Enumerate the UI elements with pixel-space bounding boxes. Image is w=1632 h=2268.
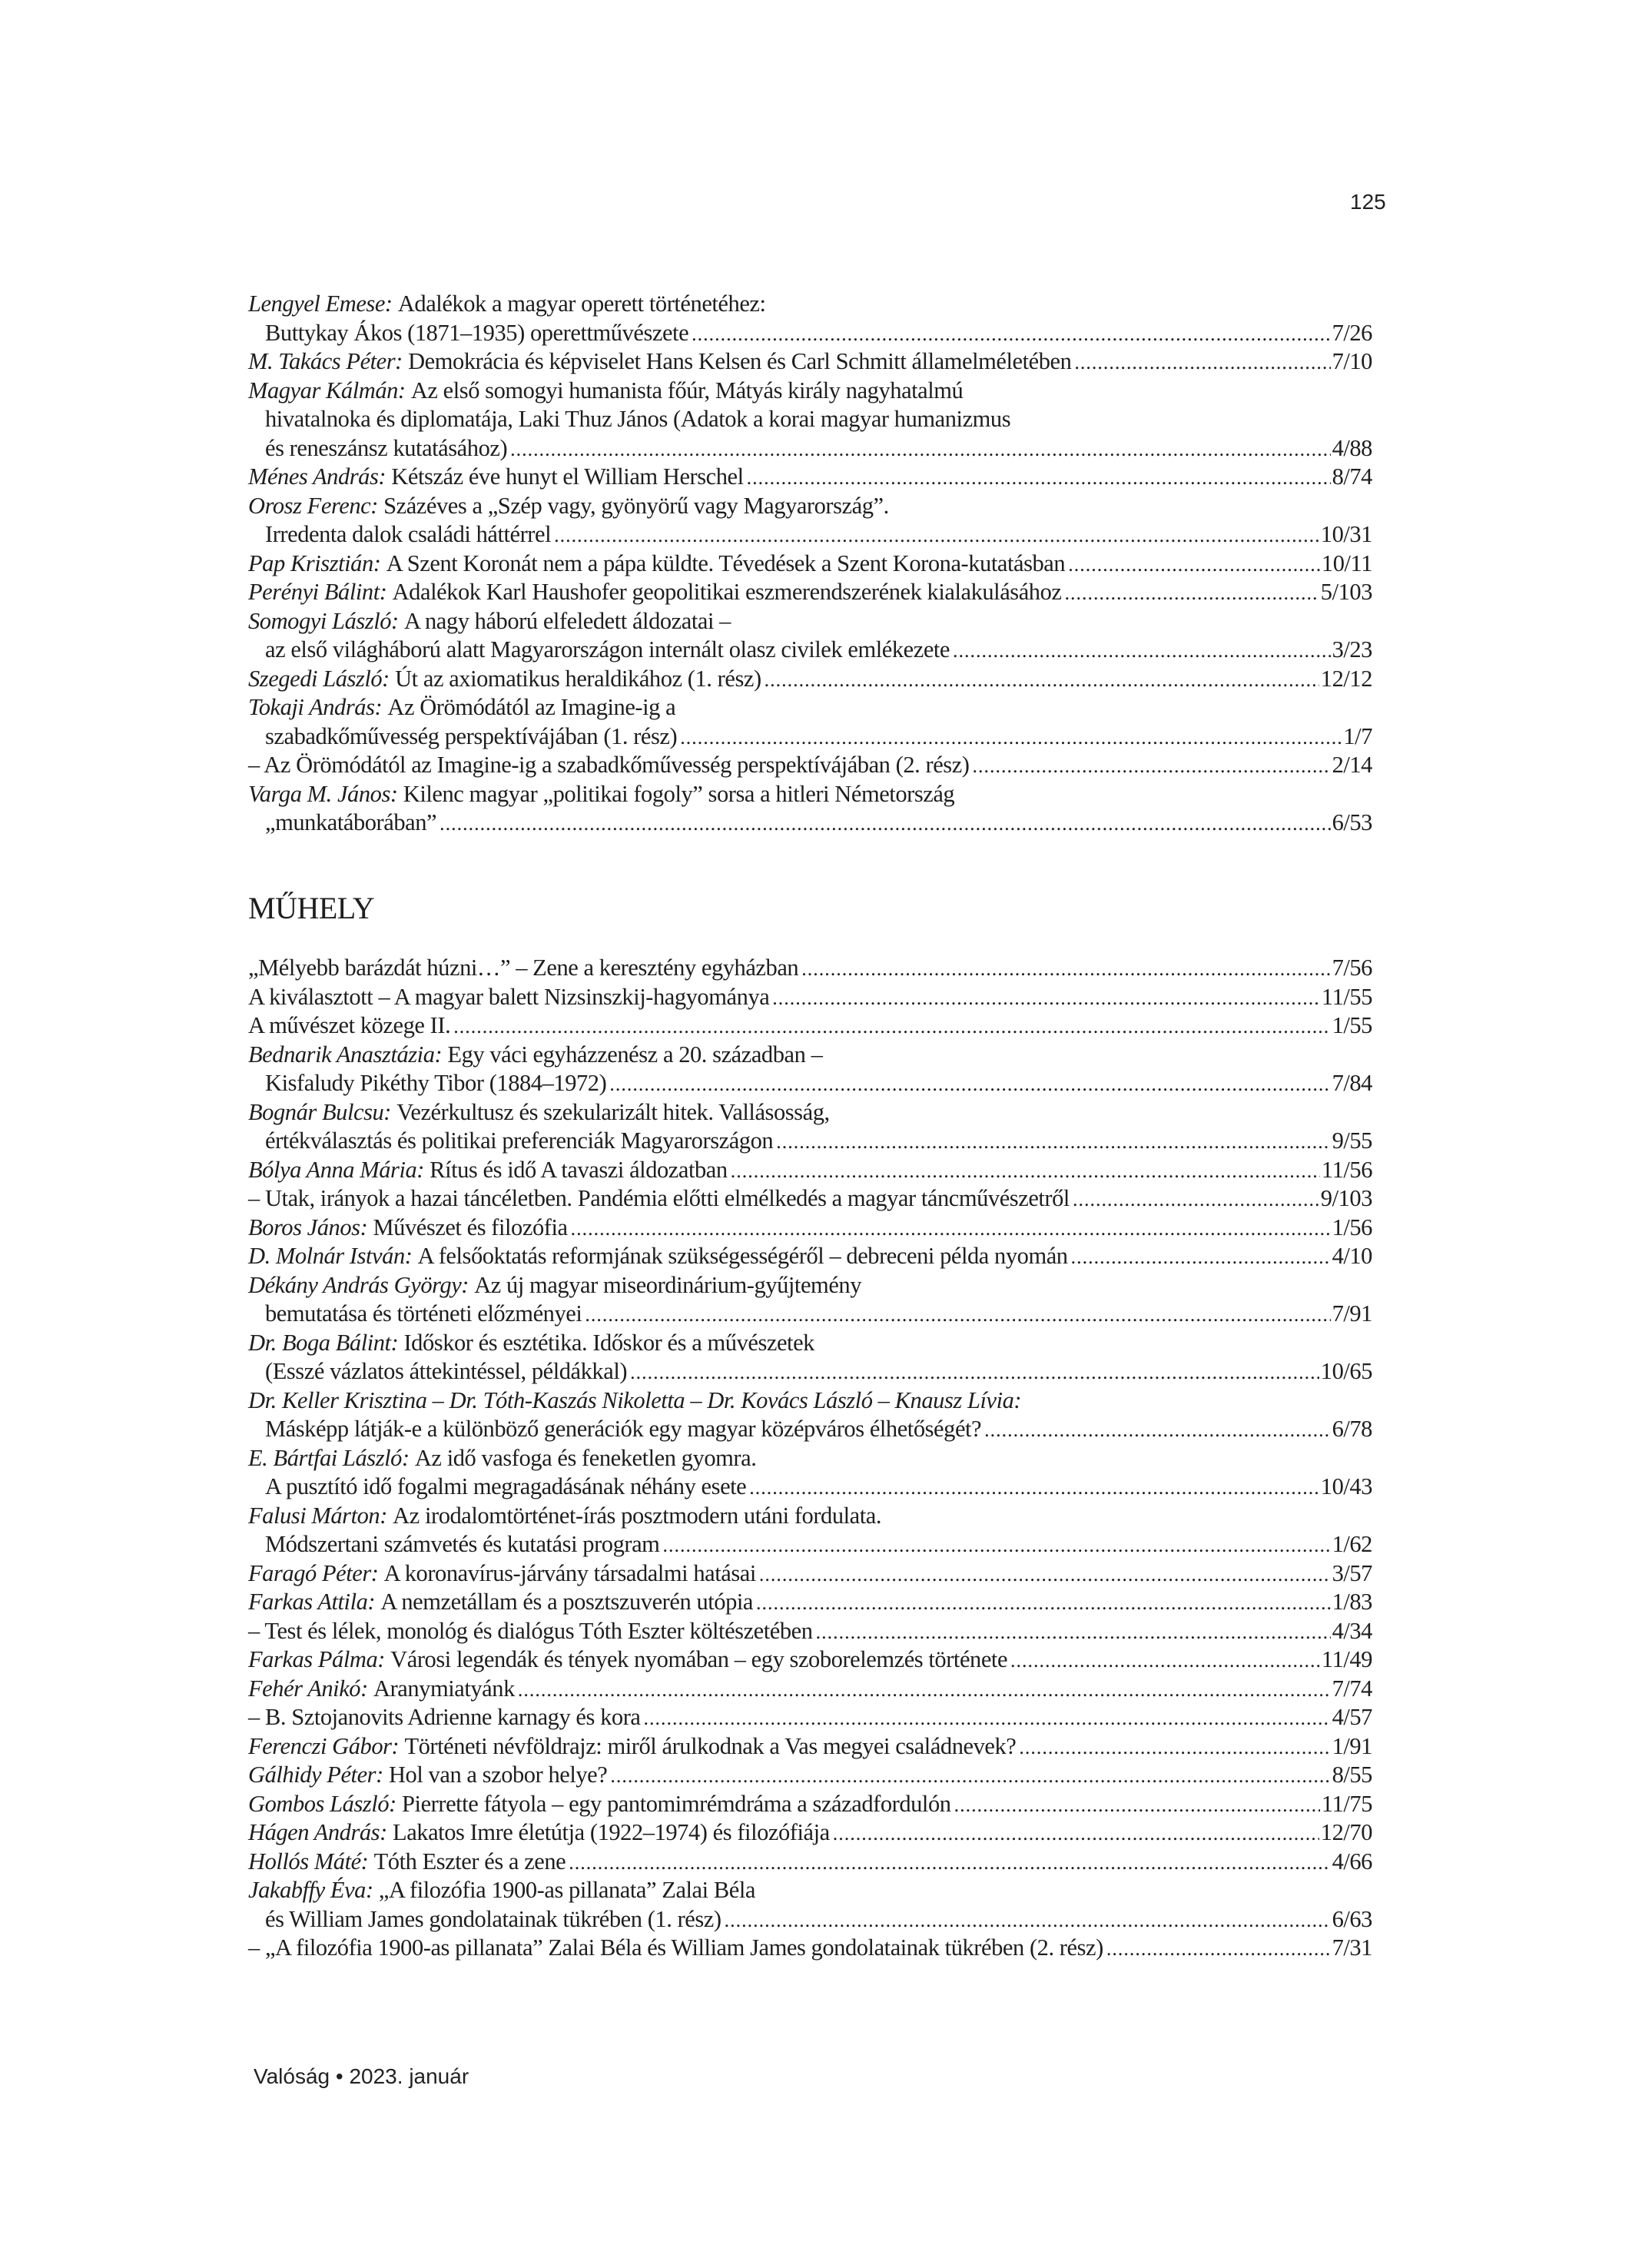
entry-title: „munkatáborában” <box>265 809 437 835</box>
issue-page-ref: 1/55 <box>1332 1012 1372 1038</box>
toc-line <box>248 636 1372 665</box>
issue-page-ref: 7/31 <box>1332 1934 1372 1961</box>
toc-entry <box>248 1934 1372 1963</box>
issue-page-ref: 10/43 <box>1320 1473 1372 1499</box>
toc-muhely-section <box>248 954 1372 1963</box>
toc-entry <box>248 983 1372 1012</box>
entry-author: Bognár Bulcsu: <box>248 1098 391 1125</box>
toc-line <box>248 1300 1372 1329</box>
issue-page-ref: 4/34 <box>1332 1617 1372 1644</box>
entry-title: – Utak, irányok a hazai táncéletben. Pandémia előtti elmélkedés a magyar táncművészetről <box>248 1185 1070 1211</box>
entry-author: Dékány András György: <box>248 1271 469 1298</box>
toc-entry <box>248 347 1372 377</box>
dot-leader <box>662 1531 1330 1560</box>
toc-line <box>248 607 1372 636</box>
toc-line <box>248 319 1372 348</box>
issue-page-ref: 3/23 <box>1332 636 1372 662</box>
issue-page-ref: 10/65 <box>1320 1358 1372 1384</box>
toc-entry <box>248 693 1372 751</box>
dot-leader <box>725 1906 1331 1935</box>
toc-line <box>248 1242 1372 1271</box>
dot-leader <box>954 1791 1320 1820</box>
entry-author: Somogyi László: <box>248 607 399 634</box>
entry-title: A művészet közege II. <box>248 1012 451 1038</box>
dot-leader <box>747 463 1331 493</box>
entry-title: A koronavírus-járvány társadalmi hatásai <box>383 1559 756 1586</box>
entry-author: Tokaji András: <box>248 694 383 720</box>
dot-leader <box>609 1070 1330 1099</box>
entry-title: – Test és lélek, monológ és dialógus Tóth Eszter költészetében <box>248 1617 813 1644</box>
toc-line <box>248 1617 1372 1646</box>
toc-line <box>248 809 1372 838</box>
dot-leader <box>571 1214 1331 1244</box>
issue-page-ref: 12/12 <box>1320 665 1372 692</box>
dot-leader <box>440 809 1330 838</box>
dot-leader <box>1071 1243 1331 1272</box>
dot-leader <box>772 984 1320 1013</box>
entry-title: Kilenc magyar „politikai fogoly” sorsa a hitleri Németország <box>403 780 955 807</box>
entry-title: Százéves a „Szép vagy, gyönyörű vagy Magyarország”. <box>383 492 889 519</box>
toc-entry <box>248 1761 1372 1790</box>
toc-line <box>248 1098 1372 1127</box>
entry-author: Bednarik Anasztázia: <box>248 1041 443 1068</box>
dot-leader <box>756 1589 1331 1618</box>
toc-entry <box>248 492 1372 550</box>
entry-title: – B. Sztojanovits Adrienne karnagy és kora <box>248 1704 641 1730</box>
toc-line <box>248 1934 1372 1963</box>
dot-leader <box>518 1675 1331 1705</box>
toc-line <box>248 1645 1372 1675</box>
entry-author: Dr. Boga Bálint: <box>248 1329 399 1356</box>
entry-title: Az első somogyi humanista főúr, Mátyás király nagyhatalmú <box>410 377 964 403</box>
dot-leader <box>759 1560 1331 1589</box>
toc-line <box>248 1848 1372 1877</box>
entry-author: Hágen András: <box>248 1819 387 1845</box>
entry-title: Egy váci egyházzenész a 20. században – <box>447 1041 823 1068</box>
issue-page-ref: 12/70 <box>1320 1819 1372 1845</box>
toc-line <box>248 347 1372 377</box>
toc-line <box>248 1905 1372 1934</box>
toc-entry <box>248 1041 1372 1098</box>
entry-title: Lakatos Imre életútja (1922–1974) és filozófiája <box>393 1819 830 1845</box>
entry-title: (Esszé vázlatos áttekintéssel, példákkal) <box>265 1358 628 1384</box>
dot-leader <box>731 1157 1320 1186</box>
toc-line <box>248 1011 1372 1041</box>
toc-entry <box>248 1617 1372 1646</box>
toc-line <box>248 1271 1372 1300</box>
entry-author: M. Takács Péter: <box>248 348 403 374</box>
entry-author: Falusi Márton: <box>248 1502 387 1529</box>
toc-line <box>248 1732 1372 1762</box>
entry-author: D. Molnár István: <box>248 1243 413 1269</box>
toc-line <box>248 983 1372 1012</box>
toc-entry <box>248 1675 1372 1704</box>
dot-leader <box>1068 550 1320 579</box>
entry-title: A pusztító idő fogalmi megragadásának néhány esete <box>265 1473 747 1499</box>
dot-leader <box>1106 1934 1331 1964</box>
entry-title: Rítus és idő A tavaszi áldozatban <box>430 1156 728 1183</box>
entry-author: Bólya Anna Mária: <box>248 1156 424 1183</box>
issue-page-ref: 10/31 <box>1320 521 1372 547</box>
issue-page-ref: 7/74 <box>1332 1675 1372 1702</box>
entry-title: Demokrácia és képviselet Hans Kelsen és Carl Schmitt államelméletében <box>408 348 1072 374</box>
toc-entry <box>248 377 1372 463</box>
toc-entry <box>248 1011 1372 1041</box>
entry-author: Hollós Máté: <box>248 1848 369 1875</box>
issue-page-ref: 7/91 <box>1332 1300 1372 1327</box>
dot-leader <box>801 955 1330 984</box>
toc-entry <box>248 1732 1372 1762</box>
entry-title: Irredenta dalok családi háttérrel <box>265 521 552 547</box>
toc-entry <box>248 1214 1372 1243</box>
issue-page-ref: 9/103 <box>1320 1185 1372 1211</box>
toc-entry <box>248 954 1372 983</box>
dot-leader <box>776 1127 1330 1157</box>
toc-line <box>248 492 1372 521</box>
issue-page-ref: 11/49 <box>1321 1646 1372 1672</box>
toc-entry <box>248 1559 1372 1589</box>
entry-author: Ferenczi Gábor: <box>248 1732 400 1759</box>
toc-entry <box>248 607 1372 665</box>
toc-entry <box>248 290 1372 347</box>
toc-entry <box>248 1502 1372 1559</box>
issue-page-ref: 4/10 <box>1332 1243 1372 1269</box>
dot-leader <box>630 1358 1319 1387</box>
dot-leader <box>554 521 1319 550</box>
entry-title: Tóth Eszter és a zene <box>373 1848 566 1875</box>
entry-author: E. Bártfai László: <box>248 1444 410 1471</box>
toc-entry <box>248 1242 1372 1271</box>
entry-author: Jakabffy Éva: <box>248 1877 373 1903</box>
toc-entry <box>248 665 1372 694</box>
toc-line <box>248 1761 1372 1790</box>
toc-line <box>248 290 1372 319</box>
toc-line <box>248 693 1372 722</box>
entry-title: Az irodalomtörténet-írás posztmodern utáni fordulata. <box>393 1502 882 1529</box>
issue-page-ref: 11/56 <box>1321 1156 1372 1183</box>
dot-leader <box>1074 348 1330 377</box>
entry-title: és William James gondolatainak tükrében (1. rész) <box>265 1905 721 1932</box>
dot-leader <box>1064 579 1319 608</box>
entry-title: „Mélyebb barázdát húzni…” – Zene a keresztény egyházban <box>248 955 799 981</box>
entry-title: Az Örömódától az Imagine-ig a <box>387 694 676 720</box>
toc-line <box>248 1069 1372 1098</box>
entry-title: Adalékok a magyar operett történetéhez: <box>397 291 766 317</box>
toc-entry <box>248 1790 1372 1819</box>
issue-page-ref: 7/10 <box>1332 348 1372 374</box>
toc-line <box>248 463 1372 492</box>
dot-leader <box>765 666 1319 695</box>
entry-author: Farkas Attila: <box>248 1589 376 1615</box>
dot-leader <box>984 1416 1330 1445</box>
entry-title: Pierrette fátyola – egy pantomimrémdráma a századfordulón <box>402 1790 951 1817</box>
toc-line <box>248 1588 1372 1617</box>
dot-leader <box>1073 1185 1319 1214</box>
issue-page-ref: 6/63 <box>1332 1905 1372 1932</box>
dot-leader <box>973 752 1331 781</box>
entry-author: Magyar Kálmán: <box>248 377 406 403</box>
entry-title: Másképp látják-e a különböző generációk egy magyar középváros élhetőségét? <box>265 1416 982 1442</box>
toc-entry <box>248 1444 1372 1502</box>
issue-page-ref: 4/88 <box>1332 434 1372 461</box>
dot-leader <box>585 1300 1330 1330</box>
issue-page-ref: 6/78 <box>1332 1416 1372 1442</box>
toc-line <box>248 1444 1372 1473</box>
toc-entry <box>248 578 1372 607</box>
entry-title: az első világháború alatt Magyarországon internált olasz civilek emlékezete <box>265 636 950 662</box>
entry-title: bemutatása és történeti előzményei <box>265 1300 582 1327</box>
entry-author: Farkas Pálma: <box>248 1646 385 1672</box>
issue-page-ref: 9/55 <box>1332 1127 1372 1154</box>
toc-entry <box>248 1271 1372 1329</box>
toc-line <box>248 722 1372 752</box>
entry-title: A nemzetállam és a posztszuverén utópia <box>380 1589 753 1615</box>
entry-title: Kisfaludy Pikéthy Tibor (1884–1972) <box>265 1070 607 1096</box>
issue-page-ref: 4/57 <box>1332 1704 1372 1730</box>
entry-title: Kétszáz éve hunyt el William Herschel <box>391 463 744 490</box>
toc-entry <box>248 1876 1372 1934</box>
entry-title: Az idő vasfoga és feneketlen gyomra. <box>414 1444 757 1471</box>
toc-line <box>248 1876 1372 1905</box>
entry-title: – „A filozófia 1900-as pillanata” Zalai Béla és William James gondolatainak tükrében (2. rész) <box>248 1934 1103 1961</box>
dot-leader <box>510 435 1330 464</box>
toc-line <box>248 1415 1372 1444</box>
entry-title: hivatalnoka és diplomatája, Laki Thuz János (Adatok a korai magyar humanizmus <box>265 406 1011 432</box>
entry-title: Út az axiomatikus heraldikához (1. rész) <box>395 665 761 692</box>
toc-entry <box>248 550 1372 579</box>
dot-leader <box>1010 1646 1320 1675</box>
page-footer: Valóság • 2023. január <box>254 2064 469 2088</box>
toc-entry <box>248 1098 1372 1156</box>
issue-page-ref: 1/56 <box>1332 1214 1372 1240</box>
issue-page-ref: 1/62 <box>1332 1531 1372 1557</box>
entry-author: Varga M. János: <box>248 780 398 807</box>
issue-page-ref: 4/66 <box>1332 1848 1372 1875</box>
toc-entry <box>248 1588 1372 1617</box>
toc-entry <box>248 1703 1372 1732</box>
toc-line <box>248 1703 1372 1732</box>
entry-title: A kiválasztott – A magyar balett Nizsinszkij-hagyománya <box>248 983 770 1010</box>
entry-author: Dr. Keller Krisztina – Dr. Tóth-Kaszás Nikoletta – Dr. Kovács László – Knausz Lívia: <box>248 1386 1022 1413</box>
dot-leader <box>569 1848 1330 1878</box>
toc-entry <box>248 1386 1372 1444</box>
entry-author: Gálhidy Péter: <box>248 1762 383 1788</box>
toc-line <box>248 1818 1372 1848</box>
entry-author: Fehér Anikó: <box>248 1675 368 1702</box>
toc-line <box>248 1473 1372 1502</box>
toc-line <box>248 377 1372 406</box>
toc-line <box>248 954 1372 983</box>
entry-author: Boros János: <box>248 1214 368 1240</box>
issue-page-ref: 1/7 <box>1343 722 1372 749</box>
dot-leader <box>680 723 1342 752</box>
toc-entry <box>248 1184 1372 1214</box>
toc-line <box>248 665 1372 694</box>
entry-title: Időskor és esztétika. Időskor és a művészetek <box>403 1329 814 1356</box>
entry-author: Gombos László: <box>248 1790 396 1817</box>
issue-page-ref: 7/26 <box>1332 319 1372 346</box>
issue-page-ref: 6/53 <box>1332 809 1372 835</box>
entry-title: szabadkőművesség perspektívájában (1. rész) <box>265 722 678 749</box>
toc-line <box>248 1790 1372 1819</box>
issue-page-ref: 10/11 <box>1321 550 1372 576</box>
entry-author: Lengyel Emese: <box>248 291 393 317</box>
toc-entry <box>248 463 1372 492</box>
entry-title: A Szent Koronát nem a pápa küldte. Tévedések a Szent Korona-kutatásban <box>386 550 1066 576</box>
entry-title: Történeti névföldrajz: miről árulkodnak a Vas megyei családnevek? <box>404 1732 1017 1759</box>
toc-entry <box>248 1156 1372 1185</box>
toc-entry <box>248 751 1372 780</box>
dot-leader <box>816 1618 1331 1647</box>
entry-title: Városi legendák és tények nyomában – egy szoborelemzés története <box>390 1646 1008 1672</box>
entry-author: Faragó Péter: <box>248 1559 379 1586</box>
toc-line <box>248 520 1372 550</box>
entry-author: Szegedi László: <box>248 665 390 692</box>
toc-line <box>248 1502 1372 1531</box>
entry-author: Perényi Bálint: <box>248 579 387 605</box>
issue-page-ref: 3/57 <box>1332 1559 1372 1586</box>
issue-page-ref: 11/55 <box>1321 983 1372 1010</box>
issue-page-ref: 7/84 <box>1332 1070 1372 1096</box>
entry-title: értékválasztás és politikai preferenciák Magyarországon <box>265 1127 774 1154</box>
toc-line <box>248 1559 1372 1589</box>
toc-line <box>248 780 1372 809</box>
issue-page-ref: 8/74 <box>1332 463 1372 490</box>
dot-leader <box>610 1762 1330 1791</box>
dot-leader <box>749 1473 1319 1503</box>
toc-entry <box>248 780 1372 838</box>
toc-line <box>248 1156 1372 1185</box>
toc-entry <box>248 1818 1372 1848</box>
entry-title: A felsőoktatás reformjának szükségességéről – debreceni példa nyomán <box>417 1243 1068 1269</box>
toc-line <box>248 1329 1372 1358</box>
entry-title: Vezérkultusz és szekularizált hitek. Vallásosság, <box>396 1098 830 1125</box>
toc-top-section <box>248 290 1372 838</box>
issue-page-ref: 11/75 <box>1321 1790 1372 1817</box>
toc-entry <box>248 1848 1372 1877</box>
dot-leader <box>833 1819 1319 1848</box>
entry-author: Ménes András: <box>248 463 386 490</box>
section-heading-muhely: MŰHELY <box>248 891 375 925</box>
entry-author: Orosz Ferenc: <box>248 492 378 519</box>
issue-page-ref: 5/103 <box>1320 579 1372 605</box>
toc-line <box>248 434 1372 463</box>
entry-title: Módszertani számvetés és kutatási program <box>265 1531 660 1557</box>
entry-title: – Az Örömódától az Imagine-ig a szabadkőművesség perspektívájában (2. rész) <box>248 752 970 778</box>
toc-line <box>248 1386 1372 1416</box>
entry-title: Aranymiatyánk <box>373 1675 515 1702</box>
entry-title: Adalékok Karl Haushofer geopolitikai eszmerendszerének kialakulásához <box>392 579 1062 605</box>
dot-leader <box>692 320 1330 349</box>
entry-title: A nagy háború elfeledett áldozatai – <box>403 607 731 634</box>
entry-title: Hol van a szobor helye? <box>388 1762 608 1788</box>
issue-page-ref: 1/83 <box>1332 1589 1372 1615</box>
toc-line <box>248 1041 1372 1070</box>
dot-leader <box>1019 1733 1330 1762</box>
toc-line <box>248 1127 1372 1156</box>
toc-entry <box>248 1329 1372 1386</box>
entry-title: „A filozófia 1900-as pillanata” Zalai Béla <box>378 1877 755 1903</box>
toc-line <box>248 1675 1372 1704</box>
entry-title: Buttykay Ákos (1871–1935) operettművészete <box>265 319 689 346</box>
issue-page-ref: 8/55 <box>1332 1762 1372 1788</box>
issue-page-ref: 1/91 <box>1332 1732 1372 1759</box>
dot-leader <box>644 1704 1331 1733</box>
entry-author: Pap Krisztián: <box>248 550 381 576</box>
toc-line <box>248 405 1372 434</box>
toc-line <box>248 1214 1372 1243</box>
page-number: 125 <box>1350 190 1386 214</box>
toc-line <box>248 550 1372 579</box>
issue-page-ref: 2/14 <box>1332 752 1372 778</box>
toc-line <box>248 1184 1372 1214</box>
entry-title: és reneszánsz kutatásához) <box>265 434 508 461</box>
entry-title: Művészet és filozófia <box>373 1214 568 1240</box>
toc-line <box>248 751 1372 780</box>
entry-title: Az új magyar miseordinárium-gyűjtemény <box>474 1271 862 1298</box>
toc-entry <box>248 1645 1372 1675</box>
toc-line <box>248 578 1372 607</box>
toc-line <box>248 1357 1372 1386</box>
issue-page-ref: 7/56 <box>1332 955 1372 981</box>
toc-line <box>248 1530 1372 1559</box>
dot-leader <box>453 1012 1330 1041</box>
dot-leader <box>953 636 1331 666</box>
